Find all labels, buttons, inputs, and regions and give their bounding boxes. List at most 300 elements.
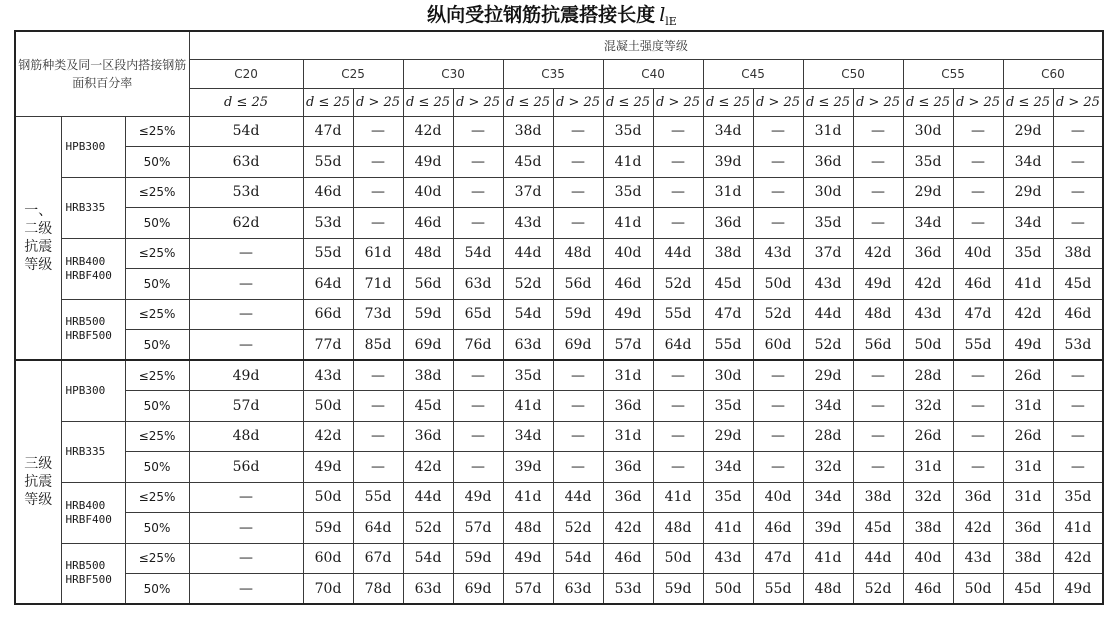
lap-length-cell: 41d xyxy=(503,482,553,513)
grade-header: C50 xyxy=(803,59,903,88)
lap-length-cell: 69d xyxy=(453,574,503,605)
lap-length-cell: — xyxy=(853,116,903,147)
lap-length-cell: 40d xyxy=(753,482,803,513)
lap-length-cell: 36d xyxy=(703,208,753,239)
lap-length-cell: 39d xyxy=(703,147,753,178)
lap-length-cell: — xyxy=(353,177,403,208)
lap-length-cell: — xyxy=(1053,177,1103,208)
steel-type-label: HPB300 xyxy=(61,116,125,177)
lap-length-cell: 53d xyxy=(603,574,653,605)
lap-length-cell: — xyxy=(1053,421,1103,452)
lap-length-cell: 56d xyxy=(853,330,903,361)
lap-length-cell: 38d xyxy=(1053,238,1103,269)
lap-length-cell: 41d xyxy=(503,391,553,422)
lap-length-cell: — xyxy=(853,147,903,178)
lap-length-cell: 63d xyxy=(403,574,453,605)
lap-length-cell: 45d xyxy=(1003,574,1053,605)
d-condition-gt: d > 25 xyxy=(453,88,503,116)
lap-length-cell: 29d xyxy=(703,421,753,452)
lap-length-cell: — xyxy=(653,147,703,178)
steel-type-label: HRB500 HRBF500 xyxy=(61,543,125,604)
lap-length-cell: 50d xyxy=(303,391,353,422)
lap-length-cell: 44d xyxy=(653,238,703,269)
lap-length-cell: 64d xyxy=(303,269,353,300)
lap-length-cell: 38d xyxy=(903,513,953,544)
lap-length-cell: 34d xyxy=(803,391,853,422)
lap-length-cell: 71d xyxy=(353,269,403,300)
lap-length-cell: 47d xyxy=(303,116,353,147)
lap-length-cell: 30d xyxy=(903,116,953,147)
lap-length-cell: 34d xyxy=(1003,208,1053,239)
lap-length-cell: 57d xyxy=(603,330,653,361)
lap-length-cell: — xyxy=(553,360,603,391)
lap-length-cell: 50d xyxy=(903,330,953,361)
lap-length-cell: 29d xyxy=(1003,116,1053,147)
lap-length-cell: 49d xyxy=(1003,330,1053,361)
table-row xyxy=(15,269,1103,300)
lap-length-cell: 49d xyxy=(453,482,503,513)
lap-length-cell: 69d xyxy=(553,330,603,361)
table-row xyxy=(15,208,1103,239)
lap-length-cell: 48d xyxy=(803,574,853,605)
lap-length-cell: 59d xyxy=(303,513,353,544)
lap-length-cell: 50d xyxy=(303,482,353,513)
lap-length-cell: 62d xyxy=(189,208,303,239)
lap-length-cell: 26d xyxy=(1003,421,1053,452)
lap-length-cell: 41d xyxy=(803,543,853,574)
d-condition-gt: d > 25 xyxy=(653,88,703,116)
lap-length-cell: 35d xyxy=(603,116,653,147)
lap-length-cell: 36d xyxy=(1003,513,1053,544)
lap-length-cell: — xyxy=(189,574,303,605)
lap-length-cell: 32d xyxy=(803,452,853,483)
lap-length-cell: 36d xyxy=(603,391,653,422)
lap-length-cell: 43d xyxy=(953,543,1003,574)
lap-length-cell: 54d xyxy=(453,238,503,269)
splice-percentage: ≤25% xyxy=(125,238,189,269)
lap-length-cell: 41d xyxy=(1003,269,1053,300)
lap-length-cell: 54d xyxy=(189,116,303,147)
lap-length-cell: 39d xyxy=(803,513,853,544)
lap-length-cell: — xyxy=(953,360,1003,391)
lap-length-cell: 46d xyxy=(603,269,653,300)
lap-length-cell: 30d xyxy=(703,360,753,391)
d-condition-le: d ≤ 25 xyxy=(803,88,853,116)
lap-length-cell: 52d xyxy=(553,513,603,544)
lap-length-cell: 48d xyxy=(653,513,703,544)
grade-header: C60 xyxy=(1003,59,1103,88)
lap-length-cell: 44d xyxy=(553,482,603,513)
splice-percentage: 50% xyxy=(125,208,189,239)
lap-length-cell: 41d xyxy=(603,208,653,239)
lap-length-cell: 55d xyxy=(703,330,753,361)
lap-length-cell: 34d xyxy=(703,452,753,483)
lap-length-cell: 41d xyxy=(703,513,753,544)
lap-length-cell: 43d xyxy=(303,360,353,391)
lap-length-cell: — xyxy=(953,421,1003,452)
splice-percentage: 50% xyxy=(125,574,189,605)
lap-length-cell: — xyxy=(1053,360,1103,391)
lap-length-cell: — xyxy=(453,391,503,422)
lap-length-cell: — xyxy=(853,391,903,422)
lap-length-cell: 26d xyxy=(903,421,953,452)
lap-length-cell: 50d xyxy=(653,543,703,574)
lap-length-cell: 63d xyxy=(189,147,303,178)
table-row xyxy=(15,452,1103,483)
lap-length-cell: — xyxy=(189,269,303,300)
lap-length-cell: 46d xyxy=(303,177,353,208)
lap-length-cell: — xyxy=(753,177,803,208)
seismic-grade-label: 一、二级抗震等级 xyxy=(15,116,61,360)
lap-length-cell: 41d xyxy=(1053,513,1103,544)
lap-length-cell: — xyxy=(553,177,603,208)
lap-length-cell: — xyxy=(753,147,803,178)
lap-length-cell: — xyxy=(953,208,1003,239)
lap-length-cell: 48d xyxy=(189,421,303,452)
splice-percentage: ≤25% xyxy=(125,360,189,391)
lap-length-cell: 42d xyxy=(853,238,903,269)
lap-length-cell: 55d xyxy=(303,238,353,269)
lap-length-cell: — xyxy=(653,360,703,391)
d-condition-le: d ≤ 25 xyxy=(189,88,303,116)
lap-length-cell: 29d xyxy=(803,360,853,391)
lap-length-cell: 59d xyxy=(653,574,703,605)
title-text: 纵向受拉钢筋抗震搭接长度 xyxy=(427,4,656,26)
table-row xyxy=(15,116,1103,147)
splice-percentage: 50% xyxy=(125,391,189,422)
lap-length-cell: 78d xyxy=(353,574,403,605)
lap-length-cell: 53d xyxy=(1053,330,1103,361)
lap-length-cell: — xyxy=(453,360,503,391)
lap-length-cell: 60d xyxy=(753,330,803,361)
lap-length-cell: 38d xyxy=(403,360,453,391)
lap-length-cell: 52d xyxy=(803,330,853,361)
lap-length-cell: 61d xyxy=(353,238,403,269)
lap-length-cell: — xyxy=(953,147,1003,178)
lap-length-cell: 43d xyxy=(703,543,753,574)
lap-length-cell: — xyxy=(753,360,803,391)
lap-length-cell: 47d xyxy=(953,299,1003,330)
lap-length-cell: 57d xyxy=(189,391,303,422)
lap-length-cell: 46d xyxy=(753,513,803,544)
lap-length-cell: 63d xyxy=(453,269,503,300)
lap-length-cell: — xyxy=(453,116,503,147)
lap-length-cell: 31d xyxy=(1003,482,1053,513)
lap-length-cell: 45d xyxy=(1053,269,1103,300)
lap-length-cell: — xyxy=(1053,452,1103,483)
lap-length-cell: 43d xyxy=(903,299,953,330)
header-corner: 钢筋种类及同一区段内搭接钢筋面积百分率 xyxy=(15,31,189,116)
lap-length-cell: 28d xyxy=(903,360,953,391)
splice-percentage: 50% xyxy=(125,513,189,544)
lap-length-cell: — xyxy=(853,177,903,208)
table-row xyxy=(15,391,1103,422)
lap-length-cell: — xyxy=(353,421,403,452)
lap-length-cell: 49d xyxy=(853,269,903,300)
table-row xyxy=(15,421,1103,452)
lap-length-cell: 54d xyxy=(503,299,553,330)
lap-length-cell: 52d xyxy=(653,269,703,300)
lap-length-cell: 55d xyxy=(653,299,703,330)
lap-length-cell: 42d xyxy=(1053,543,1103,574)
lap-length-cell: 85d xyxy=(353,330,403,361)
lap-length-cell: — xyxy=(553,208,603,239)
lap-length-cell: — xyxy=(1053,116,1103,147)
lap-length-cell: 67d xyxy=(353,543,403,574)
table-row xyxy=(15,147,1103,178)
lap-length-cell: — xyxy=(353,116,403,147)
lap-length-cell: 76d xyxy=(453,330,503,361)
lap-length-cell: — xyxy=(553,452,603,483)
lap-length-cell: 44d xyxy=(403,482,453,513)
lap-length-cell: 55d xyxy=(753,574,803,605)
lap-length-cell: 49d xyxy=(403,147,453,178)
lap-length-cell: 36d xyxy=(953,482,1003,513)
d-condition-le: d ≤ 25 xyxy=(603,88,653,116)
lap-length-cell: 77d xyxy=(303,330,353,361)
header-concrete-grade: 混凝土强度等级 xyxy=(189,31,1103,59)
lap-length-cell: 53d xyxy=(189,177,303,208)
lap-length-cell: — xyxy=(453,452,503,483)
lap-length-cell: 50d xyxy=(753,269,803,300)
lap-length-cell: — xyxy=(953,391,1003,422)
splice-percentage: 50% xyxy=(125,330,189,361)
lap-length-cell: 31d xyxy=(603,421,653,452)
grade-header: C45 xyxy=(703,59,803,88)
lap-length-cell: 59d xyxy=(403,299,453,330)
lap-length-cell: 35d xyxy=(1003,238,1053,269)
lap-length-cell: 50d xyxy=(703,574,753,605)
grade-header: C55 xyxy=(903,59,1003,88)
lap-length-cell: 46d xyxy=(603,543,653,574)
lap-length-cell: 42d xyxy=(903,269,953,300)
lap-length-cell: 35d xyxy=(703,391,753,422)
lap-length-cell: 40d xyxy=(403,177,453,208)
lap-length-cell: 56d xyxy=(403,269,453,300)
lap-length-cell: — xyxy=(753,391,803,422)
lap-length-cell: 45d xyxy=(703,269,753,300)
lap-length-cell: — xyxy=(353,147,403,178)
lap-length-cell: — xyxy=(1053,147,1103,178)
lap-length-cell: — xyxy=(853,208,903,239)
lap-length-cell: 37d xyxy=(803,238,853,269)
lap-length-cell: 59d xyxy=(453,543,503,574)
lap-length-cell: 29d xyxy=(903,177,953,208)
lap-length-cell: — xyxy=(189,299,303,330)
steel-type-label: HPB300 xyxy=(61,360,125,421)
lap-length-cell: 55d xyxy=(953,330,1003,361)
lap-length-cell: 34d xyxy=(703,116,753,147)
lap-length-cell: 64d xyxy=(353,513,403,544)
lap-length-cell: 52d xyxy=(503,269,553,300)
lap-length-cell: 42d xyxy=(953,513,1003,544)
splice-percentage: ≤25% xyxy=(125,299,189,330)
lap-length-cell: 39d xyxy=(503,452,553,483)
lap-length-cell: 44d xyxy=(853,543,903,574)
lap-length-cell: — xyxy=(1053,208,1103,239)
lap-length-cell: — xyxy=(653,208,703,239)
lap-length-cell: 60d xyxy=(303,543,353,574)
lap-length-cell: — xyxy=(753,116,803,147)
lap-length-cell: — xyxy=(189,543,303,574)
lap-length-cell: 34d xyxy=(503,421,553,452)
lap-length-cell: 41d xyxy=(653,482,703,513)
table-title xyxy=(0,0,1104,30)
lap-length-cell: 46d xyxy=(1053,299,1103,330)
steel-type-label: HRB335 xyxy=(61,177,125,238)
lap-length-cell: 42d xyxy=(303,421,353,452)
lap-length-cell: 45d xyxy=(853,513,903,544)
lap-length-cell: — xyxy=(753,452,803,483)
lap-length-cell: — xyxy=(753,421,803,452)
lap-length-cell: 46d xyxy=(403,208,453,239)
lap-length-cell: 45d xyxy=(503,147,553,178)
grade-header: C40 xyxy=(603,59,703,88)
lap-length-cell: 35d xyxy=(803,208,853,239)
lap-length-cell: — xyxy=(653,391,703,422)
table-row xyxy=(15,299,1103,330)
lap-length-cell: — xyxy=(753,208,803,239)
lap-length-cell: 36d xyxy=(603,452,653,483)
lap-length-cell: 35d xyxy=(503,360,553,391)
lap-length-cell: 65d xyxy=(453,299,503,330)
lap-length-cell: 40d xyxy=(903,543,953,574)
splice-percentage: 50% xyxy=(125,452,189,483)
lap-length-cell: 47d xyxy=(703,299,753,330)
lap-length-cell: 59d xyxy=(553,299,603,330)
lap-length-cell: 42d xyxy=(603,513,653,544)
lap-length-cell: 26d xyxy=(1003,360,1053,391)
splice-percentage: ≤25% xyxy=(125,177,189,208)
lap-length-cell: 46d xyxy=(903,574,953,605)
lap-length-cell: 48d xyxy=(503,513,553,544)
lap-length-cell: 55d xyxy=(303,147,353,178)
lap-length-cell: 54d xyxy=(553,543,603,574)
lap-length-cell: 31d xyxy=(703,177,753,208)
lap-length-cell: 31d xyxy=(1003,452,1053,483)
d-condition-gt: d > 25 xyxy=(753,88,803,116)
lap-length-cell: 35d xyxy=(703,482,753,513)
lap-length-cell: 32d xyxy=(903,391,953,422)
lap-length-cell: 48d xyxy=(403,238,453,269)
splice-percentage: ≤25% xyxy=(125,543,189,574)
d-condition-le: d ≤ 25 xyxy=(403,88,453,116)
lap-length-cell: 41d xyxy=(603,147,653,178)
lap-length-cell: — xyxy=(853,360,903,391)
lap-length-cell: 73d xyxy=(353,299,403,330)
lap-length-cell: 52d xyxy=(753,299,803,330)
lap-length-cell: 49d xyxy=(603,299,653,330)
lap-length-cell: — xyxy=(953,177,1003,208)
d-condition-le: d ≤ 25 xyxy=(903,88,953,116)
table-row xyxy=(15,543,1103,574)
lap-length-cell: 44d xyxy=(803,299,853,330)
lap-length-cell: 42d xyxy=(403,116,453,147)
lap-length-cell: 69d xyxy=(403,330,453,361)
lap-length-cell: 56d xyxy=(553,269,603,300)
lap-length-cell: 35d xyxy=(603,177,653,208)
lap-length-cell: — xyxy=(189,513,303,544)
steel-type-label: HRB500 HRBF500 xyxy=(61,299,125,360)
steel-type-label: HRB400 HRBF400 xyxy=(61,482,125,543)
lap-length-cell: 64d xyxy=(653,330,703,361)
lap-length-cell: 66d xyxy=(303,299,353,330)
lap-length-cell: 48d xyxy=(853,299,903,330)
lap-length-cell: — xyxy=(1053,391,1103,422)
grade-header: C25 xyxy=(303,59,403,88)
steel-type-label: HRB400 HRBF400 xyxy=(61,238,125,299)
lap-length-cell: — xyxy=(653,116,703,147)
lap-length-cell: — xyxy=(353,208,403,239)
d-condition-gt: d > 25 xyxy=(553,88,603,116)
lap-length-cell: 57d xyxy=(453,513,503,544)
lap-length-cell: 44d xyxy=(503,238,553,269)
lap-length-cell: — xyxy=(953,116,1003,147)
lap-length-cell: 29d xyxy=(1003,177,1053,208)
grade-header: C35 xyxy=(503,59,603,88)
lap-length-cell: 43d xyxy=(803,269,853,300)
lap-length-cell: 28d xyxy=(803,421,853,452)
splice-percentage: ≤25% xyxy=(125,482,189,513)
lap-length-cell: 49d xyxy=(303,452,353,483)
lap-length-cell: — xyxy=(553,391,603,422)
lap-length-cell: — xyxy=(189,238,303,269)
lap-length-cell: 54d xyxy=(403,543,453,574)
lap-length-cell: 70d xyxy=(303,574,353,605)
d-condition-le: d ≤ 25 xyxy=(503,88,553,116)
lap-length-cell: 31d xyxy=(1003,391,1053,422)
d-condition-le: d ≤ 25 xyxy=(703,88,753,116)
lap-length-cell: 31d xyxy=(903,452,953,483)
lap-length-cell: 38d xyxy=(1003,543,1053,574)
title-symbol: $l_{lE}$ xyxy=(659,4,677,28)
lap-length-cell: — xyxy=(653,452,703,483)
lap-length-cell: 43d xyxy=(503,208,553,239)
splice-percentage: 50% xyxy=(125,269,189,300)
seismic-grade-label: 三级抗震等级 xyxy=(15,360,61,604)
table-row xyxy=(15,360,1103,391)
lap-length-cell: 55d xyxy=(353,482,403,513)
lap-length-cell: 34d xyxy=(1003,147,1053,178)
lap-length-cell: 49d xyxy=(189,360,303,391)
lap-length-cell: 52d xyxy=(403,513,453,544)
lap-length-cell: 36d xyxy=(603,482,653,513)
d-condition-gt: d > 25 xyxy=(1053,88,1103,116)
lap-length-cell: 49d xyxy=(1053,574,1103,605)
lap-length-cell: 36d xyxy=(903,238,953,269)
table-row xyxy=(15,330,1103,361)
lap-length-cell: 63d xyxy=(503,330,553,361)
lap-length-cell: 34d xyxy=(903,208,953,239)
lap-length-cell: — xyxy=(553,116,603,147)
lap-length-cell: 31d xyxy=(803,116,853,147)
d-condition-le: d ≤ 25 xyxy=(303,88,353,116)
lap-length-cell: 35d xyxy=(903,147,953,178)
steel-type-label: HRB335 xyxy=(61,421,125,482)
splice-percentage: 50% xyxy=(125,147,189,178)
lap-length-cell: 38d xyxy=(503,116,553,147)
lap-length-cell: — xyxy=(353,360,403,391)
lap-length-cell: 34d xyxy=(803,482,853,513)
lap-length-cell: 30d xyxy=(803,177,853,208)
lap-length-cell: 38d xyxy=(703,238,753,269)
lap-length-cell: 53d xyxy=(303,208,353,239)
lap-length-cell: 42d xyxy=(1003,299,1053,330)
lap-length-cell: 31d xyxy=(603,360,653,391)
table-row xyxy=(15,238,1103,269)
lap-length-cell: — xyxy=(189,482,303,513)
lap-length-cell: — xyxy=(453,208,503,239)
